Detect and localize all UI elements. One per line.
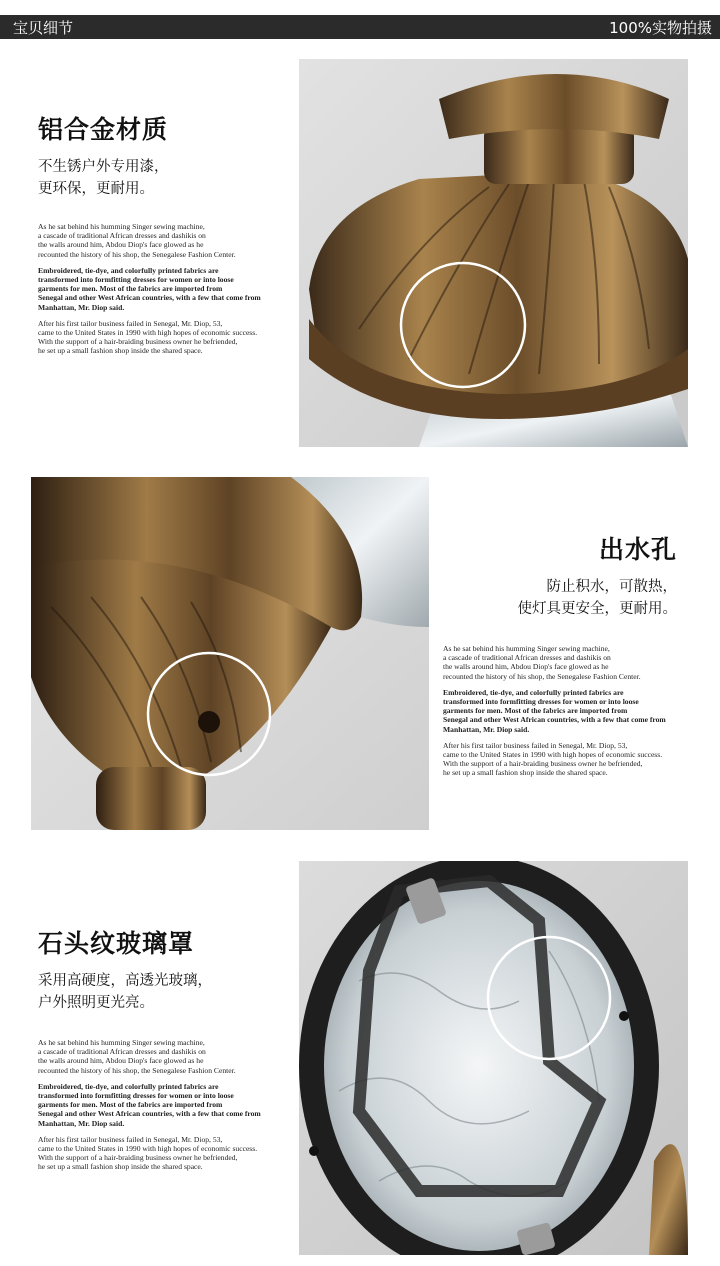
english-body: As he sat behind his humming Singer sewing machine, a cascade of traditional African dresses and dashikis on the walls around him, Abdou Diop's face glowed as he recounted the history of his shop, the Senegalese Fashion Center. Embroidered, tie-dye, and colorfully printed fabrics are transformed into formfitting dresses for women or into loose garments for men. Most of the fabrics are imported from Senegal and other West African countries, with a few that come from Manhattan, Mr. Diop said. After his first tailor business failed in Senegal, Mr. Diop, 53, came to the United States in 1990 with high hopes of economic success. With the support of a hair-braiding business owner he befriended, he set up a small fashion shop inside the shared space.: [38, 222, 261, 356]
section-desc-line: 使灯具更安全，更耐用。: [517, 601, 677, 617]
section-glass-text: [38, 924, 261, 1179]
section-aluminum-text: [38, 110, 261, 363]
photo-drain-hole: [31, 477, 429, 830]
photo-lamp-cap: [299, 59, 688, 447]
section-desc-line: 防止积水，可散热，: [546, 579, 677, 595]
english-body: As he sat behind his humming Singer sewing machine, a cascade of traditional African dresses and dashikis on the walls around him, Abdou Diop's face glowed as he recounted the history of his shop, the Senegalese Fashion Center. Embroidered, tie-dye, and colorfully printed fabrics are transformed into formfitting dresses for women or into loose garments for men. Most of the fabrics are imported from Senegal and other West African countries, with a few that come from Manhattan, Mr. Diop said. After his first tailor business failed in Senegal, Mr. Diop, 53, came to the United States in 1990 with high hopes of economic success. With the support of a hair-braiding business owner he befriended, he set up a small fashion shop inside the shared space.: [443, 644, 666, 778]
header-bar: [0, 15, 720, 39]
header-left-label: 宝贝细节: [13, 19, 74, 37]
section-desc-line: 户外照明更光亮。: [38, 995, 154, 1011]
section-desc-line: 采用高硬度，高透光玻璃，: [38, 973, 212, 989]
section-desc-line: 更环保，更耐用。: [38, 181, 154, 197]
section-desc-line: 不生锈户外专用漆，: [38, 159, 169, 175]
english-body: As he sat behind his humming Singer sewing machine, a cascade of traditional African dresses and dashikis on the walls around him, Abdou Diop's face glowed as he recounted the history of his shop, the Senegalese Fashion Center. Embroidered, tie-dye, and colorfully printed fabrics are transformed into formfitting dresses for women or into loose garments for men. Most of the fabrics are imported from Senegal and other West African countries, with a few that come from Manhattan, Mr. Diop said. After his first tailor business failed in Senegal, Mr. Diop, 53, came to the United States in 1990 with high hopes of economic success. With the support of a hair-braiding business owner he befriended, he set up a small fashion shop inside the shared space.: [38, 1038, 261, 1172]
header-right-label: 100%实物拍摄: [609, 19, 712, 37]
section-drain-text: [443, 530, 677, 620]
photo-glass-shade: [299, 861, 688, 1255]
section-title: 铝合金材质: [38, 115, 169, 144]
section-title: 出水孔: [598, 535, 677, 564]
section-title: 石头纹玻璃罩: [38, 929, 195, 958]
